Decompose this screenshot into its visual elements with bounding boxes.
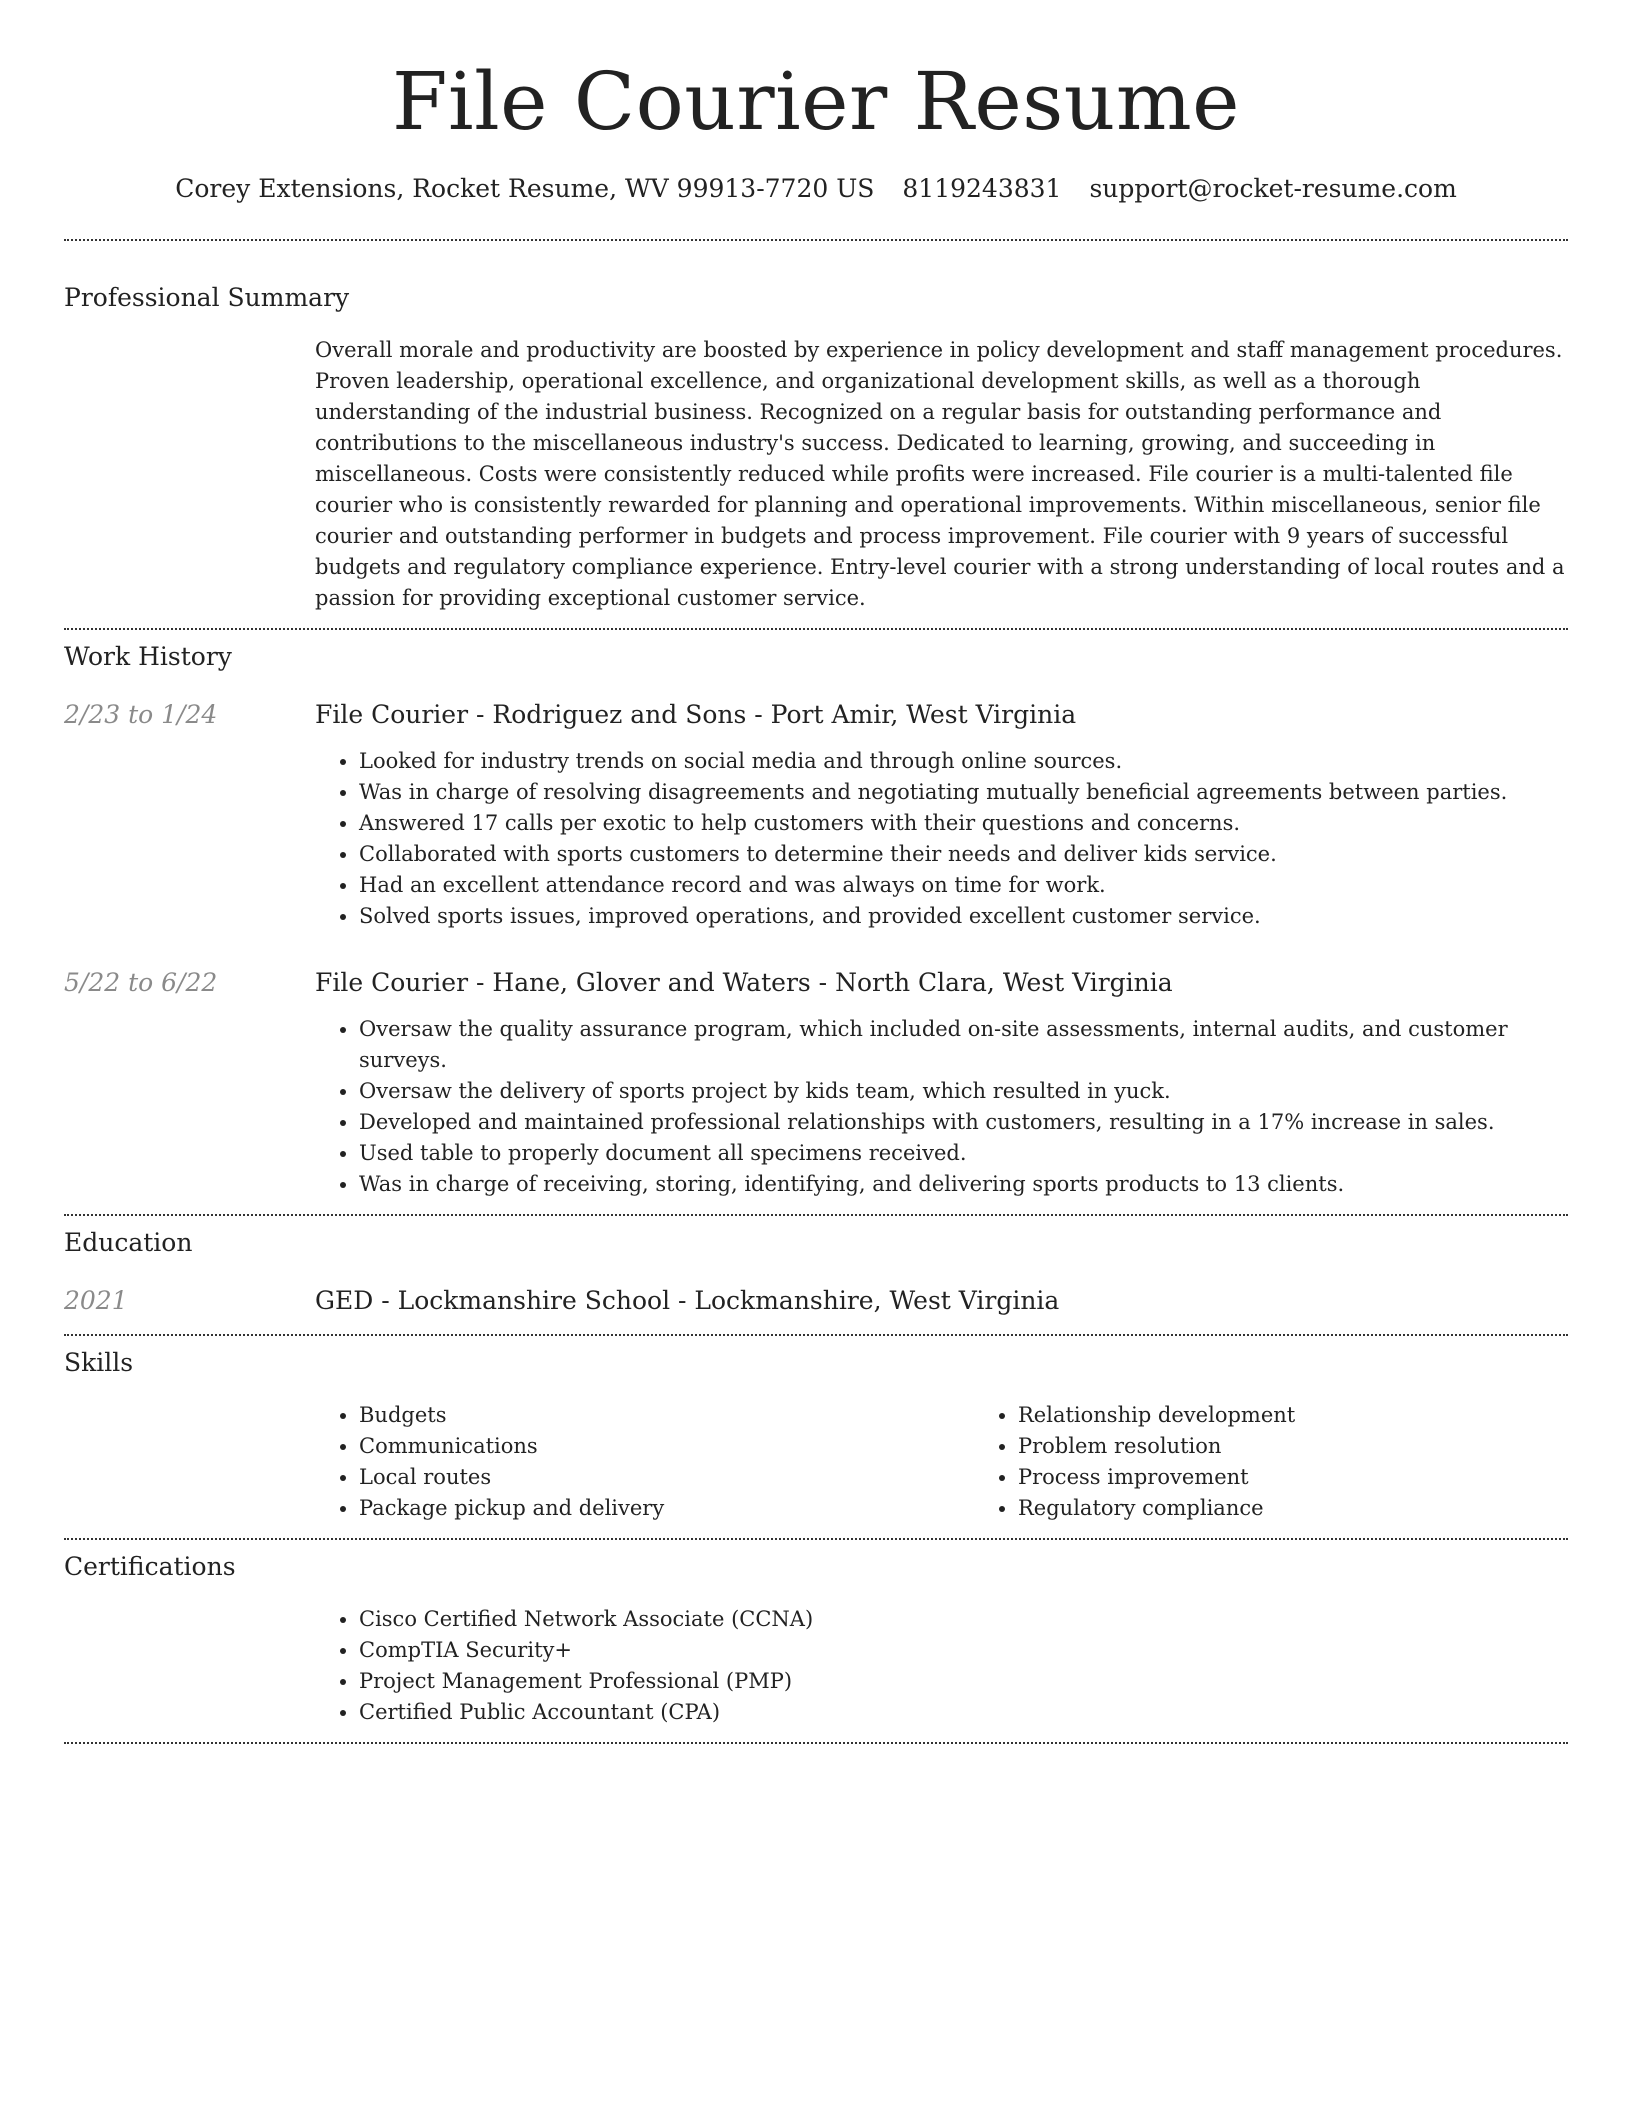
- job-entry: [64, 698, 1568, 932]
- section-divider: [64, 1742, 1568, 1744]
- list-item: • Relationship development: [1018, 1400, 1632, 1431]
- job-dates: 5/22 to 6/22: [64, 968, 218, 997]
- contact-line: [64, 172, 1568, 206]
- job-dates: 2/23 to 1/24: [64, 700, 218, 729]
- list-item: • Budgets: [359, 1400, 974, 1431]
- section-divider: [64, 239, 1568, 241]
- work-history-section: [64, 640, 1568, 1200]
- list-item: • Used table to properly document all specimens received.: [359, 1138, 1568, 1169]
- list-item: • Oversaw the delivery of sports project by kids team, which resulted in yuck.: [359, 1076, 1568, 1107]
- education-section: [64, 1226, 1568, 1318]
- section-divider: [64, 1214, 1568, 1216]
- contact-email: support@rocket-resume.com: [1089, 174, 1457, 203]
- list-item: • CompTIA Security+: [359, 1635, 1568, 1666]
- list-item: • Had an excellent attendance record and was always on time for work.: [359, 870, 1568, 901]
- list-item: • Collaborated with sports customers to determine their needs and deliver kids service.: [359, 839, 1568, 870]
- job-bullets: [315, 746, 1568, 932]
- certifications-section: [64, 1550, 1568, 1728]
- list-item: • Solved sports issues, improved operations, and provided excellent customer service.: [359, 901, 1568, 932]
- job-bullets: [315, 1014, 1568, 1200]
- summary-text: Overall morale and productivity are boosted by experience in policy development and staff management procedures. Proven leadership, operational excellence, and organizational development skills, as well as a thorough understanding of the industrial business. Recognized on a regular basis for outstanding performance and contributions to the miscellaneous industry's success. Dedicated to learning, growing, and succeeding in miscellaneous. Costs were consistently reduced while profits were increased. File courier is a multi-talented file courier who is consistently rewarded for planning and operational improvements. Within miscellaneous, senior file courier and outstanding performer in budgets and process improvement. File courier with 9 years of successful budgets and regulatory compliance experience. Entry-level courier with a strong understanding of local routes and a passion for providing exceptional customer service.: [315, 338, 1565, 610]
- professional-summary-section: [64, 281, 1568, 614]
- skills-section: [64, 1346, 1568, 1524]
- list-item: • Local routes: [359, 1462, 974, 1493]
- list-item: • Oversaw the quality assurance program, which included on-site assessments, internal audits, and customer surveys.: [359, 1014, 1568, 1076]
- list-item: • Answered 17 calls per exotic to help customers with their questions and concerns.: [359, 808, 1568, 839]
- list-item: • Was in charge of receiving, storing, identifying, and delivering sports products to 13 clients.: [359, 1169, 1568, 1200]
- job-entry: [64, 966, 1568, 1200]
- list-item: • Developed and maintained professional relationships with customers, resulting in a 17% increase in sales.: [359, 1107, 1568, 1138]
- education-entry: GED - Lockmanshire School - Lockmanshire, West Virginia: [315, 1286, 1060, 1315]
- section-heading-education: Education: [64, 1228, 193, 1257]
- section-heading-summary: Professional Summary: [64, 283, 350, 312]
- list-item: • Cisco Certified Network Associate (CCNA): [359, 1604, 1568, 1635]
- list-item: • Package pickup and delivery: [359, 1493, 974, 1524]
- list-item: • Certified Public Accountant (CPA): [359, 1697, 1568, 1728]
- job-title: File Courier - Rodriguez and Sons - Port Amir, West Virginia: [315, 700, 1077, 729]
- section-heading-work: Work History: [64, 642, 232, 671]
- resume-title: File Courier Resume: [391, 55, 1241, 148]
- contact-address: Corey Extensions, Rocket Resume, WV 99913-7720 US: [175, 174, 875, 203]
- section-divider: [64, 1334, 1568, 1336]
- section-heading-skills: Skills: [64, 1348, 134, 1377]
- certifications-list: [315, 1604, 1568, 1728]
- list-item: • Process improvement: [1018, 1462, 1632, 1493]
- list-item: • Was in charge of resolving disagreements and negotiating mutually beneficial agreements between parties.: [359, 777, 1568, 808]
- list-item: • Project Management Professional (PMP): [359, 1666, 1568, 1697]
- list-item: • Problem resolution: [1018, 1431, 1632, 1462]
- skills-grid: [315, 1400, 1632, 1524]
- resume-page: [64, 0, 1568, 1744]
- education-year: 2021: [64, 1286, 128, 1315]
- list-item: • Communications: [359, 1431, 974, 1462]
- list-item: • Regulatory compliance: [1018, 1493, 1632, 1524]
- skills-column: [974, 1400, 1632, 1524]
- skills-column: [315, 1400, 974, 1524]
- section-divider: [64, 628, 1568, 630]
- section-heading-certifications: Certifications: [64, 1552, 236, 1581]
- job-title: File Courier - Hane, Glover and Waters - North Clara, West Virginia: [315, 968, 1173, 997]
- section-divider: [64, 1538, 1568, 1540]
- list-item: • Looked for industry trends on social media and through online sources.: [359, 746, 1568, 777]
- contact-phone: 8119243831: [902, 174, 1062, 203]
